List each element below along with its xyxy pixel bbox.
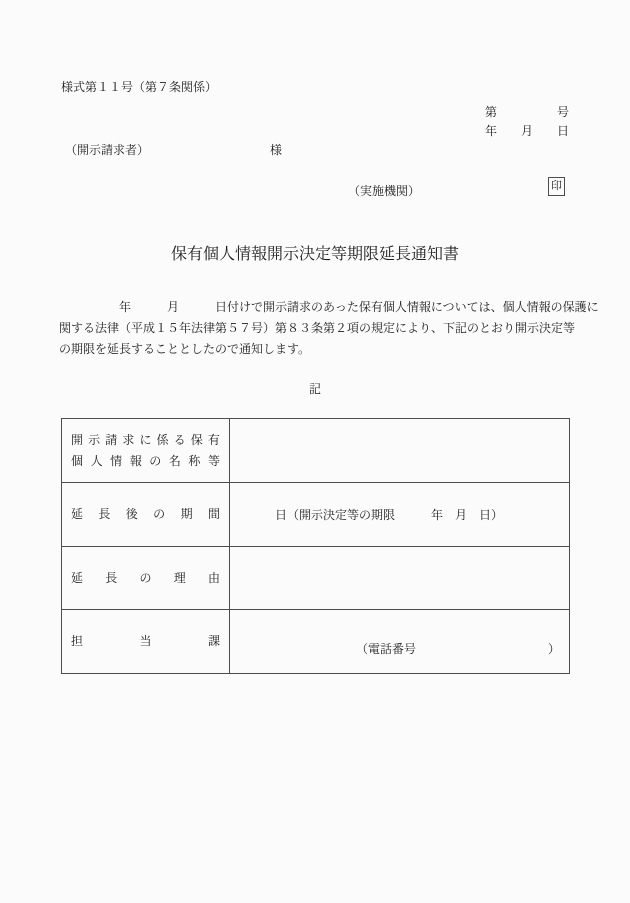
table-row-extension-reason (62, 546, 569, 609)
body-paragraph (59, 297, 599, 360)
honorific-sama: 様 (270, 143, 283, 157)
notice-table (61, 418, 570, 674)
extended-period-value: 日（開示決定等の期限 年 月 日） (275, 508, 504, 522)
table-row-extended-period (62, 482, 569, 546)
table-row-responsible-section (62, 609, 569, 673)
record-heading: 記 (308, 382, 321, 396)
extension-reason-value-cell (230, 547, 569, 609)
row-label-extended-period (62, 483, 230, 546)
phone-number-label: （電話番号 ） (356, 642, 561, 656)
paragraph-line: 年 月 日付けで開示請求のあった保有個人情報については、個人情報の保護に (59, 300, 599, 314)
seal-stamp-box: 印 (548, 177, 565, 196)
personal-info-name-value-cell (230, 419, 569, 482)
document-number-line: 第 号 (484, 105, 569, 119)
responsible-section-value-cell (230, 610, 569, 673)
implementing-agency-label: （実施機関） (348, 184, 421, 198)
table-row-personal-info-name (62, 419, 569, 482)
row-label-line: 担 当 課 (71, 634, 220, 648)
row-label-line: 開 示 請 求 に 係 る 保 有 (71, 432, 220, 447)
issue-date-line: 年 月 日 (484, 124, 569, 138)
row-label-personal-info-name (62, 419, 230, 482)
paragraph-line: 関する法律（平成１５年法律第５７号）第８３条第２項の規定により、下記のとおり開示決定等 (59, 321, 576, 335)
row-label-line: 個 人 情 報 の 名 称 等 (71, 453, 220, 468)
row-label-responsible-section (62, 610, 230, 673)
requester-label: （開示請求者） (65, 143, 150, 157)
form-number: 様式第１１号（第７条関係） (61, 80, 218, 94)
row-label-line: 延 長 後 の 期 間 (71, 507, 220, 521)
extended-period-value-cell (230, 483, 569, 546)
paragraph-line: の期限を延長することとしたので通知します。 (59, 342, 311, 356)
row-label-extension-reason (62, 547, 230, 609)
row-label-line: 延 長 の 理 由 (71, 570, 220, 585)
document-title: 保有個人情報開示決定等期限延長通知書 (170, 246, 459, 263)
